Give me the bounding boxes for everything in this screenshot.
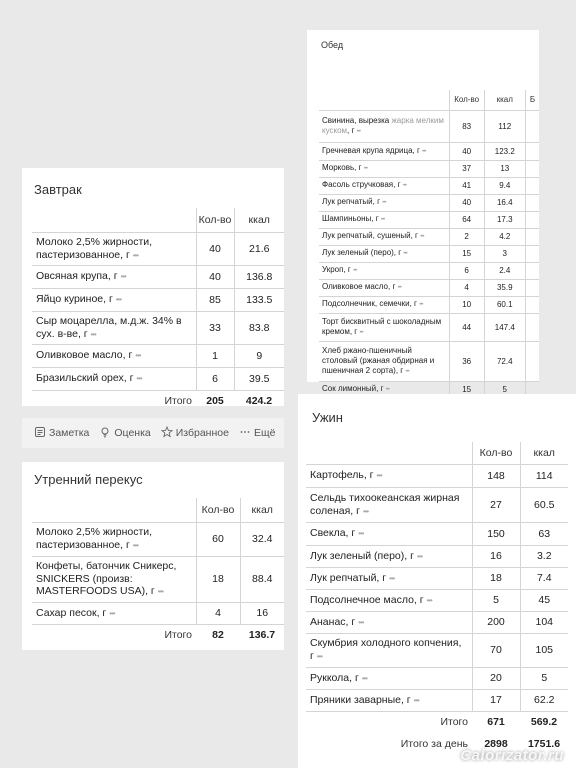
- snack-item-kcal: 32.4: [240, 522, 284, 556]
- more-options-icon[interactable]: •••: [90, 329, 96, 339]
- lightbulb-icon: [99, 426, 111, 441]
- food-name: Лук зеленый (перо), г: [310, 549, 414, 562]
- breakfast-item-qty: 6: [196, 367, 234, 390]
- lunch-item-name: [319, 279, 449, 296]
- more-options-icon[interactable]: •••: [402, 183, 407, 190]
- food-name: Бразильский орех, г: [36, 372, 134, 385]
- more-options-icon[interactable]: •••: [359, 329, 363, 336]
- total-kcal: 136.7: [248, 629, 276, 642]
- lunch-item-name: [319, 211, 449, 228]
- lunch-item-name: [319, 194, 449, 211]
- dinner-row: [306, 589, 568, 611]
- food-name: Конфеты, батончик Сникерс, SNICKERS (произв: MASTERFOODS USA), г: [36, 560, 177, 598]
- food-name: Сельдь тихоокеанская жирная соленая, г: [310, 491, 460, 517]
- food-name: Свекла, г: [310, 527, 356, 540]
- more-options-icon[interactable]: •••: [132, 250, 138, 260]
- lunch-row: [319, 110, 539, 142]
- food-name: Овсяная крупа, г: [36, 270, 118, 283]
- food-name: Ананас, г: [310, 615, 356, 628]
- lunch-item-kcal: 16.4: [484, 194, 525, 211]
- lunch-row: [319, 279, 539, 296]
- breakfast-row: [32, 311, 284, 344]
- food-name: Сок лимонный, г: [322, 384, 384, 394]
- more-dots-icon: [239, 426, 251, 441]
- dinner-item-qty: 148: [472, 464, 520, 487]
- more-options-icon[interactable]: •••: [416, 551, 423, 561]
- food-name: Гречневая крупа ядрица, г: [322, 145, 420, 155]
- breakfast-total-row: [32, 390, 284, 412]
- dinner-item-kcal: 3.2: [520, 545, 568, 567]
- more-options-icon[interactable]: •••: [376, 471, 382, 481]
- breakfast-row: [32, 344, 284, 367]
- dinner-item-name: [306, 464, 472, 487]
- lunch-item-kcal: 112: [484, 110, 525, 142]
- dinner-item-qty: 150: [472, 522, 520, 545]
- snack-item-kcal: 88.4: [240, 556, 284, 602]
- more-options-icon[interactable]: •••: [115, 295, 121, 305]
- snack-item-qty: 4: [196, 602, 240, 624]
- dinner-table: [306, 442, 568, 755]
- breakfast-item-name: [32, 288, 196, 311]
- lunch-item-name: [319, 177, 449, 194]
- snack-col-qty: Кол-во: [196, 498, 240, 522]
- total-qty: 82: [212, 629, 224, 642]
- snack-item-kcal: 16: [240, 602, 284, 624]
- breakfast-table: [32, 208, 284, 412]
- lunch-item-qty: 40: [449, 142, 484, 160]
- lunch-row: [319, 194, 539, 211]
- more-options-icon[interactable]: •••: [362, 506, 369, 516]
- dinner-item-qty: 17: [472, 689, 520, 711]
- dinner-item-kcal: 5: [520, 667, 568, 689]
- lunch-row: [319, 262, 539, 279]
- lunch-row: [319, 341, 539, 381]
- site-watermark: Calorizator.ru: [460, 747, 564, 764]
- rating-label: Оценка: [114, 427, 151, 439]
- more-button[interactable]: [239, 426, 275, 441]
- snack-row: [32, 602, 284, 624]
- dinner-item-kcal: 62.2: [520, 689, 568, 711]
- snack-item-name: [32, 602, 196, 624]
- dinner-item-qty: 18: [472, 567, 520, 589]
- lunch-row: [319, 177, 539, 194]
- dinner-total-row: [306, 711, 568, 733]
- total-label: Итого: [164, 629, 192, 642]
- total-qty: 205: [206, 395, 224, 408]
- breakfast-card: [22, 168, 284, 406]
- dinner-row: [306, 633, 568, 667]
- more-options-icon[interactable]: •••: [356, 128, 360, 135]
- dinner-item-name: [306, 633, 472, 667]
- total-kcal: 1751.6: [527, 738, 561, 750]
- note-label: Заметка: [49, 427, 90, 439]
- lunch-item-qty: 15: [449, 245, 484, 262]
- dinner-row: [306, 689, 568, 711]
- food-name: Укроп, г: [322, 265, 351, 275]
- lunch-row: [319, 296, 539, 313]
- lunch-item-qty: 36: [449, 341, 484, 381]
- more-options-icon[interactable]: •••: [422, 148, 426, 155]
- more-options-icon[interactable]: •••: [385, 387, 389, 394]
- snack-row: [32, 556, 284, 602]
- lunch-item-qty: 83: [449, 110, 484, 142]
- food-name: Оливковое масло, г: [36, 349, 133, 362]
- dinner-item-name: [306, 667, 472, 689]
- more-options-icon[interactable]: •••: [413, 695, 419, 705]
- lunch-col-qty: Кол-во: [449, 90, 484, 110]
- food-name: Подсолнечник, семечки, г: [322, 299, 417, 309]
- lunch-item-name: [319, 245, 449, 262]
- lunch-row: [319, 313, 539, 341]
- breakfast-item-name: [32, 367, 196, 390]
- dinner-title: Ужин: [312, 410, 343, 425]
- more-options-icon[interactable]: •••: [382, 200, 386, 207]
- total-label: Итого: [440, 716, 468, 729]
- lunch-title: Обед: [321, 40, 344, 50]
- more-label: Ещё: [253, 427, 276, 439]
- dinner-col-kcal: ккал: [520, 442, 568, 464]
- more-options-icon[interactable]: •••: [405, 368, 409, 375]
- dinner-item-name: [306, 545, 472, 567]
- dinner-item-qty: 200: [472, 611, 520, 633]
- star-icon: [161, 426, 173, 441]
- lunch-item-qty: 6: [449, 262, 484, 279]
- lunch-row: [319, 245, 539, 262]
- lunch-item-qty: 10: [449, 296, 484, 313]
- breakfast-col-qty: Кол-во: [196, 208, 234, 232]
- dinner-row: [306, 464, 568, 487]
- lunch-item-qty: 40: [449, 194, 484, 211]
- food-name: Руккола, г: [310, 671, 359, 684]
- dinner-row: [306, 667, 568, 689]
- lunch-item-name: [319, 296, 449, 313]
- snack-item-name: [32, 556, 196, 602]
- lunch-item-name: [319, 313, 449, 341]
- lunch-item-kcal: 72.4: [484, 341, 525, 381]
- breakfast-item-kcal: 9: [234, 344, 284, 367]
- lunch-item-kcal: 60.1: [484, 296, 525, 313]
- food-name: Шампиньоны, г: [322, 214, 379, 224]
- breakfast-row: [32, 232, 284, 265]
- food-name: Морковь, г: [322, 163, 362, 173]
- lunch-item-kcal: 35.9: [484, 279, 525, 296]
- lunch-item-qty: 37: [449, 160, 484, 177]
- dinner-item-qty: 70: [472, 633, 520, 667]
- dinner-item-qty: 16: [472, 545, 520, 567]
- food-name: Яйцо куриное, г: [36, 293, 113, 306]
- favorite-button[interactable]: [161, 426, 229, 441]
- dinner-item-qty: 20: [472, 667, 520, 689]
- more-options-icon[interactable]: •••: [358, 529, 364, 539]
- breakfast-item-qty: 40: [196, 265, 234, 288]
- dinner-item-kcal: 114: [520, 464, 568, 487]
- favorite-label: Избранное: [175, 427, 229, 439]
- food-unit: , г: [347, 125, 355, 135]
- lunch-item-qty: 41: [449, 177, 484, 194]
- breakfast-item-qty: 1: [196, 344, 234, 367]
- more-options-icon[interactable]: •••: [420, 234, 424, 241]
- dinner-row: [306, 545, 568, 567]
- lunch-item-kcal: 13: [484, 160, 525, 177]
- total-kcal: 569.2: [530, 716, 558, 729]
- food-name: Хлеб ржано-пшеничный столовый (ржаная обдирная и пшеничная 2 сорта), г: [322, 346, 435, 375]
- snack-col-kcal: ккал: [240, 498, 284, 522]
- lunch-item-name: [319, 110, 449, 142]
- dinner-row: [306, 487, 568, 522]
- breakfast-row: [32, 288, 284, 311]
- food-name: Лук репчатый, г: [310, 571, 387, 584]
- lunch-card: [307, 30, 539, 394]
- snack-card: [22, 462, 284, 650]
- lunch-item-kcal: 17.3: [484, 211, 525, 228]
- snack-title: Утренний перекус: [34, 472, 143, 487]
- breakfast-item-qty: 85: [196, 288, 234, 311]
- more-options-icon[interactable]: •••: [380, 217, 385, 224]
- food-name: Лук репчатый, г: [322, 197, 380, 207]
- breakfast-row: [32, 367, 284, 390]
- total-qty: 2898: [484, 738, 508, 750]
- food-name: Лук зеленый (перо), г: [322, 248, 402, 258]
- snack-total-row: [32, 624, 284, 646]
- note-button[interactable]: [34, 426, 89, 441]
- breakfast-item-qty: 40: [196, 232, 234, 265]
- food-name: Картофель, г: [310, 469, 374, 482]
- dinner-item-kcal: 7.4: [520, 567, 568, 589]
- breakfast-item-kcal: 136.8: [234, 265, 284, 288]
- lunch-item-name: [319, 341, 449, 381]
- lunch-item-name: [319, 228, 449, 245]
- more-options-icon[interactable]: •••: [389, 573, 395, 583]
- dinner-item-kcal: 60.5: [520, 487, 568, 522]
- action-toolbar: [22, 418, 284, 448]
- lunch-item-kcal: 3: [484, 245, 525, 262]
- lunch-item-kcal: 9.4: [484, 177, 525, 194]
- dinner-item-name: [306, 522, 472, 545]
- more-options-icon[interactable]: •••: [358, 617, 364, 627]
- more-options-icon[interactable]: •••: [316, 652, 323, 661]
- breakfast-item-kcal: 21.6: [234, 232, 284, 265]
- lunch-item-name: [319, 160, 449, 177]
- breakfast-item-name: [32, 344, 196, 367]
- lunch-item-kcal: 123.2: [484, 142, 525, 160]
- dinner-item-qty: 27: [472, 487, 520, 522]
- lunch-row: [319, 142, 539, 160]
- more-options-icon[interactable]: •••: [361, 673, 367, 683]
- lunch-item-qty: 4: [449, 279, 484, 296]
- lunch-item-kcal: 5: [484, 381, 525, 398]
- dinner-item-kcal: 104: [520, 611, 568, 633]
- dinner-item-name: [306, 567, 472, 589]
- lunch-item-qty: 44: [449, 313, 484, 341]
- lunch-item-name: [319, 142, 449, 160]
- more-options-icon[interactable]: •••: [353, 268, 357, 275]
- food-name: Пряники заварные, г: [310, 693, 411, 706]
- dinner-row: [306, 611, 568, 633]
- more-options-icon[interactable]: •••: [157, 587, 163, 597]
- lunch-item-name: [319, 262, 449, 279]
- note-icon: [34, 426, 46, 441]
- dinner-item-kcal: 105: [520, 633, 568, 667]
- food-name: Подсолнечное масло, г: [310, 593, 424, 606]
- lunch-item-qty: 64: [449, 211, 484, 228]
- breakfast-item-name: [32, 232, 196, 265]
- breakfast-title: Завтрак: [34, 182, 82, 197]
- lunch-row: [319, 228, 539, 245]
- lunch-item-qty: 2: [449, 228, 484, 245]
- food-name: Сыр моцарелла, м.д.ж. 34% в сух. в-ве, г: [36, 314, 182, 340]
- dinner-item-name: [306, 487, 472, 522]
- more-options-icon[interactable]: •••: [403, 251, 407, 258]
- dinner-item-kcal: 45: [520, 589, 568, 611]
- more-options-icon[interactable]: •••: [363, 166, 368, 173]
- snack-table: [32, 498, 284, 646]
- dinner-item-kcal: 63: [520, 522, 568, 545]
- food-name: Молоко 2,5% жирности, пастеризованное, г: [36, 526, 153, 551]
- food-name: Лук репчатый, сушеный, г: [322, 231, 418, 241]
- lunch-item-qty: 15: [449, 381, 484, 398]
- dinner-item-qty: 5: [472, 589, 520, 611]
- snack-item-qty: 60: [196, 522, 240, 556]
- breakfast-item-kcal: 39.5: [234, 367, 284, 390]
- lunch-col-kcal: ккал: [484, 90, 525, 110]
- dinner-row: [306, 522, 568, 545]
- dinner-card: [298, 394, 576, 768]
- food-name: Оливковое масло, г: [322, 282, 396, 292]
- more-options-icon[interactable]: •••: [120, 272, 126, 282]
- more-options-icon[interactable]: •••: [136, 374, 142, 384]
- lunch-item-kcal: 4.2: [484, 228, 525, 245]
- breakfast-item-name: [32, 311, 196, 344]
- breakfast-col-kcal: ккал: [234, 208, 284, 232]
- dinner-col-qty: Кол-во: [472, 442, 520, 464]
- breakfast-item-name: [32, 265, 196, 288]
- lunch-item-kcal: 2.4: [484, 262, 525, 279]
- dinner-row: [306, 567, 568, 589]
- snack-row: [32, 522, 284, 556]
- dinner-item-name: [306, 689, 472, 711]
- food-name: Сахар песок, г: [36, 606, 107, 619]
- food-name: Свинина, вырезка: [322, 116, 390, 126]
- lunch-row: [319, 211, 539, 228]
- more-options-icon[interactable]: •••: [426, 595, 432, 605]
- dinner-item-name: [306, 611, 472, 633]
- more-options-icon[interactable]: •••: [397, 285, 401, 292]
- snack-item-name: [32, 522, 196, 556]
- food-name: Скумбрия холодного копчения, г: [310, 637, 462, 662]
- more-options-icon[interactable]: •••: [109, 608, 115, 618]
- total-label: Итого: [164, 395, 192, 408]
- breakfast-row: [32, 265, 284, 288]
- food-name: Молоко 2,5% жирности, пастеризованное, г: [36, 235, 153, 261]
- lunch-item-kcal: 147.4: [484, 313, 525, 341]
- breakfast-item-kcal: 133.5: [234, 288, 284, 311]
- lunch-table: [319, 90, 539, 420]
- breakfast-item-qty: 33: [196, 311, 234, 344]
- dinner-item-name: [306, 589, 472, 611]
- more-options-icon[interactable]: •••: [419, 302, 423, 309]
- lunch-col-extra: Б: [525, 90, 539, 110]
- total-qty: 671: [487, 716, 505, 729]
- more-options-icon[interactable]: •••: [135, 351, 141, 361]
- total-kcal: 424.2: [245, 395, 273, 408]
- lunch-row: [319, 160, 539, 177]
- snack-item-qty: 18: [196, 556, 240, 602]
- breakfast-item-kcal: 83.8: [234, 311, 284, 344]
- food-name: Фасоль стручковая, г: [322, 180, 401, 190]
- food-note: жарка мелким куском: [322, 116, 444, 135]
- food-name: Торт бисквитный с шоколадным кремом, г: [322, 317, 442, 336]
- rating-button[interactable]: [99, 426, 150, 441]
- more-options-icon[interactable]: •••: [132, 541, 138, 550]
- total-label: Итого за день: [400, 738, 468, 750]
